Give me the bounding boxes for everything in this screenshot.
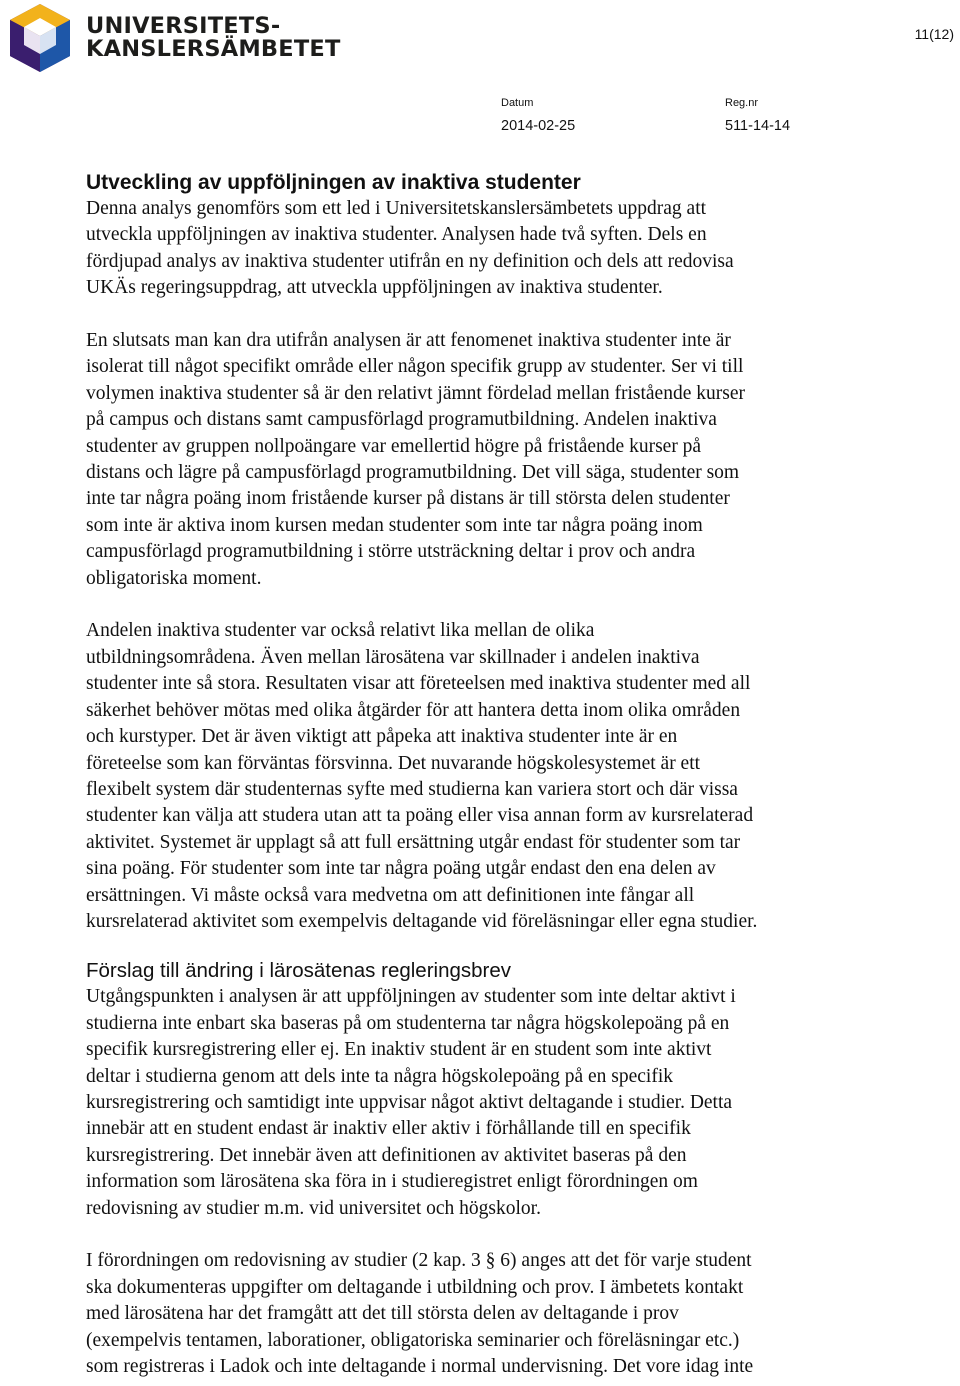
text-line: studenter av gruppen nollpoängare var emellertid högre på fristående kurser på bbox=[86, 435, 702, 457]
text-line: fördjupad analys av inaktiva studenter utifrån en ny definition och dels att redovisa bbox=[86, 250, 734, 272]
text-line: UKÄs regeringsuppdrag, att utveckla uppföljningen av inaktiva studenter. bbox=[86, 277, 663, 299]
reg-value: 511-14-14 bbox=[725, 118, 791, 134]
date-label: Datum bbox=[501, 97, 534, 109]
text-line: obligatoriska moment. bbox=[86, 567, 262, 589]
text-line: Denna analys genomförs som ett led i Universitetskanslersämbetets uppdrag att bbox=[86, 198, 707, 219]
text-line: studenter kan välja att studera utan att ta poäng eller visa annan form av kursrelaterad bbox=[86, 805, 754, 827]
paragraph-5 bbox=[86, 1248, 886, 1380]
text-line: utveckla uppföljningen av inaktiva studenter. Analysen hade två syften. Dels en bbox=[86, 224, 707, 246]
text-line: kursregistrering och samtidigt inte uppvisar något aktivt deltagande i studier. Detta bbox=[86, 1091, 733, 1113]
paragraph-3 bbox=[86, 618, 886, 935]
reg-label: Reg.nr bbox=[725, 97, 759, 109]
text-line: redovisning av studier m.m. vid universitet och högskolor. bbox=[86, 1197, 541, 1219]
section-heading-2: Förslag till ändring i lärosätenas regleringsbrev bbox=[86, 959, 512, 983]
text-line: som inte är aktiva inom kursen medan studenter som inte tar några poäng inom bbox=[86, 514, 703, 536]
text-line: sina poäng. För studenter som inte tar några poäng utgår endast den ena delen av bbox=[86, 858, 716, 880]
text-line: med lärosätena har det framgått att det till största delen av deltagande i prov bbox=[86, 1303, 679, 1325]
text-line: utbildningsområdena. Även mellan lärosätena var skillnader i andelen inaktiva bbox=[86, 646, 700, 668]
text-line: och kurstyper. Det är även viktigt att påpeka att inaktiva studenter inte är en bbox=[86, 726, 678, 748]
text-line: En slutsats man kan dra utifrån analysen är att fenomenet inaktiva studenter inte är bbox=[86, 330, 731, 352]
text-line: kursrelaterad aktivitet som exempelvis deltagande vid föreläsningar eller egna studier. bbox=[86, 910, 758, 932]
text-line: distans och lägre på campusförlagd programutbildning. Det vill säga, studenter som bbox=[86, 462, 740, 484]
logo-line-1: UNIVERSITETS- bbox=[86, 13, 281, 39]
text-line: information som lärosätena ska föra in i studieregistret enligt förordningen om bbox=[86, 1171, 698, 1193]
paragraph-1 bbox=[86, 196, 886, 302]
logo bbox=[8, 2, 341, 74]
text-line: studierna inte enbart ska baseras på om studenterna tar några högskolepoäng på en bbox=[86, 1012, 730, 1034]
text-line: isolerat till något specifikt område eller någon specifik grupp av studenter. Ser vi till bbox=[86, 356, 744, 378]
paragraph-4 bbox=[86, 984, 886, 1222]
text-line: ersättningen. Vi måste också vara medvetna om att definitionen inte fångar all bbox=[86, 884, 695, 906]
text-line: studenter inte så stora. Resultaten visar att företeelsen med inaktiva studenter med all bbox=[86, 673, 751, 695]
logo-line-2: KANSLERSÄMBETET bbox=[86, 36, 341, 62]
text-line: på campus och distans samt campusförlagd programutbildning. Andelen inaktiva bbox=[86, 409, 717, 431]
date-block bbox=[501, 97, 575, 134]
logo-cube-icon bbox=[8, 2, 72, 74]
text-line: ska dokumenteras uppgifter om deltagande i utbildning och prov. I ämbetets kontakt bbox=[86, 1276, 744, 1298]
text-line: aktivitet. Systemet är upplagt så att full ersättning utgår endast för studenter som tar bbox=[86, 831, 741, 853]
section-heading-1: Utveckling av uppföljningen av inaktiva studenter bbox=[86, 171, 581, 194]
text-line: deltar i studierna genom att dels inte ta några högskolepoäng på en specifik bbox=[86, 1065, 673, 1087]
text-line: som registreras i Ladok och inte deltagande i normal undervisning. Det vore idag inte bbox=[86, 1356, 754, 1378]
document-body bbox=[86, 170, 886, 1380]
text-line: flexibelt system där studenternas syfte med studierna kan variera stort och där vissa bbox=[86, 778, 738, 800]
paragraph-2 bbox=[86, 328, 886, 592]
text-line: volymen inaktiva studenter så är den relativt jämnt fördelad mellan fristående kurser bbox=[86, 382, 745, 404]
reg-block bbox=[725, 97, 790, 134]
text-line: Andelen inaktiva studenter var också relativt lika mellan de olika bbox=[86, 620, 595, 642]
date-value: 2014-02-25 bbox=[501, 118, 576, 134]
text-line: I förordningen om redovisning av studier (2 kap. 3 § 6) anges att det för varje student bbox=[86, 1250, 752, 1272]
text-line: kursregistrering. Det innebär även att definitionen av aktivitet baseras på den bbox=[86, 1144, 687, 1166]
text-line: säkerhet behöver mötas med olika åtgärder för att hantera detta inom olika områden bbox=[86, 699, 741, 721]
logo-wordmark bbox=[86, 15, 341, 61]
text-line: campusförlagd programutbildning i större utsträckning deltar i prov och andra bbox=[86, 541, 696, 563]
text-line: Utgångspunkten i analysen är att uppföljningen av studenter som inte deltar aktivt i bbox=[86, 986, 736, 1008]
text-line: specifik kursregistrering eller ej. En inaktiv student är en student som inte aktivt bbox=[86, 1039, 712, 1061]
text-line: innebär att en student endast är inaktiv eller aktiv i förhållande till en specifik bbox=[86, 1118, 691, 1140]
text-line: (exempelvis tentamen, laborationer, obligatoriska seminarier och föreläsningar etc.) bbox=[86, 1329, 740, 1351]
page-number: 11(12) bbox=[914, 26, 954, 42]
text-line: företeelse som kan förväntas försvinna. Det nuvarande högskolesystemet är ett bbox=[86, 752, 701, 774]
text-line: inte tar några poäng inom fristående kurser på distans är till största delen studenter bbox=[86, 488, 730, 510]
